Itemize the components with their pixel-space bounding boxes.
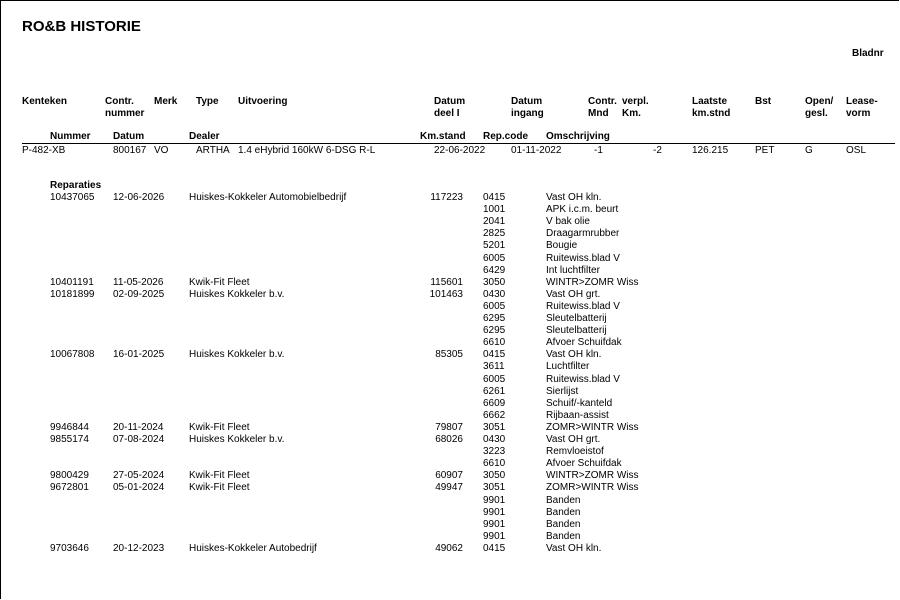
repair-code: 6005 <box>483 300 506 312</box>
repair-code: 9901 <box>483 494 506 506</box>
repair-dealer: Kwik-Fit Fleet <box>189 482 250 494</box>
repair-nummer: 10067808 <box>50 349 95 361</box>
vehicle-km: -2 <box>653 145 662 156</box>
repair-nummer: 10401191 <box>50 276 94 288</box>
repair-dealer: Huiskes Kokkeler b.v. <box>189 349 285 361</box>
reparaties-heading: Reparaties <box>50 180 102 191</box>
repair-omschrijving: ZOMR>WINTR Wiss <box>546 421 639 433</box>
repair-km-stand: 79807 <box>435 421 463 433</box>
repair-code: 3050 <box>483 276 506 288</box>
repair-omschrijving: Banden <box>546 518 581 530</box>
repair-datum: 12-06-2026 <box>113 192 165 203</box>
repair-omschrijving: Draagarmrubber <box>546 228 620 240</box>
repair-nummer: 9800429 <box>50 470 89 482</box>
col-header-km-stand: Km.stand <box>420 131 466 142</box>
repair-omschrijving: Vast OH kln. <box>546 542 602 554</box>
repair-nummer: 10437065 <box>50 192 95 203</box>
repair-code: 6610 <box>483 458 506 470</box>
repair-code: 0415 <box>483 349 506 361</box>
col-header-omschrijving: Omschrijving <box>546 131 610 142</box>
repair-km-stand: 101463 <box>429 288 463 300</box>
page-title: RO&B HISTORIE <box>22 18 141 35</box>
repair-dealer: Kwik-Fit Fleet <box>189 470 250 482</box>
repair-nummer: 10181899 <box>50 288 95 300</box>
repair-omschrijving: WINTR>ZOMR Wiss <box>546 276 639 288</box>
repair-code: 3050 <box>483 470 506 482</box>
col-header-datum: Datum <box>113 131 145 142</box>
repair-code: 6295 <box>483 313 506 324</box>
repair-code: 9901 <box>483 506 506 518</box>
repair-datum: 11-05-2026 <box>113 276 164 288</box>
repair-km-stand: 115601 <box>430 276 463 288</box>
repair-km-stand: 68026 <box>435 434 463 445</box>
vehicle-uitvoering: 1.4 eHybrid 160kW 6-DSG R-L <box>238 145 376 156</box>
repair-code: 5201 <box>483 240 506 252</box>
repair-datum: 16-01-2025 <box>113 349 165 361</box>
vehicle-kenteken: P-482-XB <box>22 145 66 156</box>
repair-code: 3223 <box>483 446 506 458</box>
col-header-lease-vorm: Lease- vorm <box>846 96 878 119</box>
col-header-merk: Merk <box>154 96 178 107</box>
col-header-bst: Bst <box>755 96 772 107</box>
repair-omschrijving: Vast OH grt. <box>546 288 601 300</box>
repair-omschrijving: Remvloeistof <box>546 446 604 458</box>
repair-omschrijving: Afvoer Schuifdak <box>546 337 622 349</box>
col-header-contract-mnd: Contr. Mnd <box>588 96 617 119</box>
repair-omschrijving: Rijbaan-assist <box>546 409 609 421</box>
repair-dealer: Kwik-Fit Fleet <box>189 276 250 288</box>
repair-omschrijving: Sleutelbatterij <box>546 313 607 324</box>
repair-omschrijving: Banden <box>546 506 581 518</box>
repair-omschrijving: Vast OH grt. <box>546 434 601 445</box>
repair-code: 9901 <box>483 518 506 530</box>
repair-omschrijving: Vast OH kln. <box>546 192 602 203</box>
repair-nummer: 9946844 <box>50 421 89 433</box>
repair-code: 2825 <box>483 228 506 240</box>
col-header-datum-deel: Datum deel I <box>434 96 466 119</box>
repair-datum: 07-08-2024 <box>113 434 165 445</box>
repair-code: 6429 <box>483 264 506 276</box>
repair-omschrijving: Luchtfilter <box>546 361 590 373</box>
repair-datum: 02-09-2025 <box>113 288 165 300</box>
col-header-contract-nummer: Contr. nummer <box>105 96 145 119</box>
repair-code: 2041 <box>483 216 506 228</box>
vehicle-lease-vorm: OSL <box>846 145 867 156</box>
repair-omschrijving: APK i.c.m. beurt <box>546 204 619 216</box>
vehicle-open-gesl: G <box>805 145 813 156</box>
repair-datum: 05-01-2024 <box>113 482 165 494</box>
repair-code: 6261 <box>483 385 506 397</box>
col-header-rep-code: Rep.code <box>483 131 529 142</box>
col-header-dealer: Dealer <box>189 131 220 142</box>
repair-omschrijving: Bougie <box>546 240 578 252</box>
vehicle-datum-deel: 22-06-2022 <box>434 145 486 156</box>
repair-nummer: 9672801 <box>50 482 89 494</box>
vehicle-merk: VO <box>154 145 169 156</box>
repair-km-stand: 49062 <box>435 542 463 554</box>
repair-omschrijving: ZOMR>WINTR Wiss <box>546 482 639 494</box>
col-header-datum-ingang: Datum ingang <box>511 96 544 119</box>
repair-code: 9901 <box>483 530 506 542</box>
repair-omschrijving: Int luchtfilter <box>546 264 600 276</box>
col-header-laatste-km: Laatste km.stnd <box>692 96 731 119</box>
col-header-uitvoering: Uitvoering <box>238 96 288 107</box>
repair-nummer: 9855174 <box>50 434 89 445</box>
repair-omschrijving: Banden <box>546 494 581 506</box>
repair-code: 3051 <box>483 421 506 433</box>
vehicle-contract: 800167 <box>113 145 147 156</box>
repair-dealer: Huiskes Kokkeler b.v. <box>189 288 285 300</box>
repair-dealer: Huiskes-Kokkeler Automobielbedrijf <box>189 192 347 203</box>
vehicle-laatste-km: 126.215 <box>692 145 729 156</box>
repair-omschrijving: Banden <box>546 530 581 542</box>
repair-code: 0430 <box>483 434 506 445</box>
repair-nummer: 9703646 <box>50 542 89 554</box>
col-header-open-gesl: Open/ gesl. <box>805 96 834 119</box>
repair-code: 6005 <box>483 373 506 385</box>
repair-km-stand: 49947 <box>435 482 463 494</box>
col-header-nummer: Nummer <box>50 131 91 142</box>
repair-omschrijving: Sierlijst <box>546 385 579 397</box>
col-header-type: Type <box>196 96 219 107</box>
repair-km-stand: 60907 <box>435 470 463 482</box>
vehicle-type: ARTHA <box>196 145 230 156</box>
repair-dealer: Huiskes-Kokkeler Autobedrijf <box>189 542 317 554</box>
repair-code: 0415 <box>483 542 506 554</box>
page-number-label: Bladnr <box>852 48 884 59</box>
repair-code: 6295 <box>483 325 506 337</box>
repair-omschrijving: Ruitewiss.blad V <box>546 373 620 385</box>
repair-code: 0430 <box>483 288 506 300</box>
vehicle-mnd: -1 <box>594 145 603 156</box>
repair-code: 3051 <box>483 482 506 494</box>
repair-code: 0415 <box>483 192 506 203</box>
repair-omschrijving: Ruitewiss.blad V <box>546 300 620 312</box>
col-header-verpl-km: verpl. Km. <box>622 96 649 119</box>
repair-datum: 20-11-2024 <box>113 421 164 433</box>
repair-code: 6662 <box>483 409 506 421</box>
header-divider <box>22 143 895 144</box>
repair-omschrijving: Afvoer Schuifdak <box>546 458 622 470</box>
repair-omschrijving: WINTR>ZOMR Wiss <box>546 470 639 482</box>
repair-datum: 27-05-2024 <box>113 470 165 482</box>
repair-code: 6610 <box>483 337 506 349</box>
repair-code: 1001 <box>483 204 506 216</box>
repair-omschrijving: Sleutelbatterij <box>546 325 607 337</box>
repair-code: 6005 <box>483 252 506 264</box>
repair-km-stand: 85305 <box>435 349 463 361</box>
repair-code: 3611 <box>483 361 505 373</box>
repair-dealer: Kwik-Fit Fleet <box>189 421 250 433</box>
col-header-kenteken: Kenteken <box>22 96 68 107</box>
vehicle-bst: PET <box>755 145 775 156</box>
repair-omschrijving: Ruitewiss.blad V <box>546 252 620 264</box>
repair-omschrijving: Vast OH kln. <box>546 349 602 361</box>
repair-omschrijving: V bak olie <box>546 216 590 228</box>
vehicle-datum-ingang: 01-11-2022 <box>511 145 562 156</box>
repair-dealer: Huiskes Kokkeler b.v. <box>189 434 285 445</box>
repair-datum: 20-12-2023 <box>113 542 165 554</box>
repair-omschrijving: Schuif/-kanteld <box>546 397 613 409</box>
repair-km-stand: 117223 <box>430 192 463 203</box>
repair-code: 6609 <box>483 397 506 409</box>
